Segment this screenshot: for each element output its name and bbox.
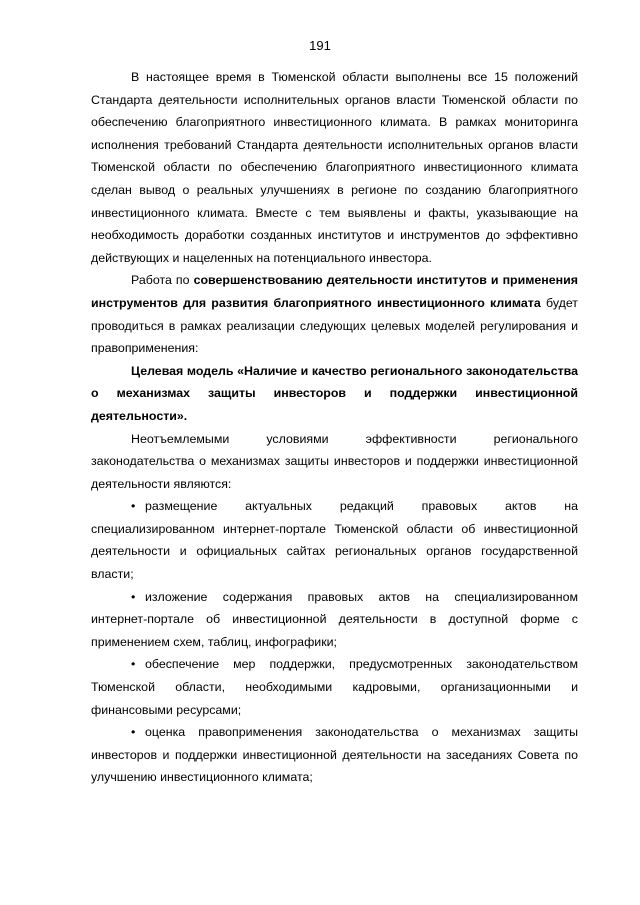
paragraph-current-status: В настоящее время в Тюменской области выполнены все 15 положений Стандарта деятельности исполнительных органов власти Тюменской области по обеспечению благоприятного инвестиционного климата. В рамках мониторинга исполнения требований Стандарта деятельности исполнительных органов власти Тюменской области по обеспечению благоприятного инвестиционного климата сделан вывод о реальных улучшениях в регионе по созданию благоприятного инвестиционного климата. Вместе с тем выявлены и факты, указывающие на необходимость доработки созданных институтов и инструментов до эффективно действующих и нацеленных на потенциального инвестора.: [91, 70, 578, 265]
page-number: 191: [309, 38, 331, 53]
bullet-item: [91, 721, 578, 789]
bullet-text: обеспечение мер поддержки, предусмотренных законодательством Тюменской области, необходимыми кадровыми, организационными и финансовыми ресурсами;: [91, 657, 578, 717]
bullet-text: размещение актуальных редакций правовых актов на специализированном интернет-портале Тюменской области об инвестиционной деятельности и официальных сайтах региональных органов государственной власти;: [91, 499, 578, 582]
bullet-marker: •: [131, 499, 136, 514]
bullet-text: изложение содержания правовых актов на специализированном интернет-портале об инвестиционной деятельности в доступной форме с применением схем, таблиц, инфографики;: [91, 589, 578, 649]
bullet-item: [91, 653, 578, 721]
paragraph-work-plan-lead: Работа по: [131, 273, 194, 288]
bullet-marker: •: [131, 589, 136, 604]
bullet-item: [91, 495, 578, 585]
paragraph-work-plan: [91, 269, 578, 359]
target-model-heading: Целевая модель «Наличие и качество регионального законодательства о механизмах защиты инвесторов и поддержки инвестиционной деятельности».: [91, 363, 578, 423]
bullet-text: оценка правоприменения законодательства о механизмах защиты инвесторов и поддержки инвестиционной деятельности на заседаниях Совета по улучшению инвестиционного климата;: [91, 725, 578, 785]
document-body: [91, 66, 578, 789]
paragraph-work-plan-emphasis: совершенствованию деятельности институтов и применения инструментов для развития благоприятного инвестиционного климата: [91, 273, 579, 310]
paragraph-conditions-intro: Неотъемлемыми условиями эффективности регионального законодательства о механизмах защиты инвесторов и поддержки инвестиционной деятельности являются:: [91, 431, 578, 491]
bullet-marker: •: [131, 657, 136, 672]
paragraph-work-plan-tail: будет проводиться в рамках реализации следующих целевых моделей регулирования и правоприменения:: [91, 295, 578, 356]
bullet-item: [91, 586, 578, 654]
bullet-marker: •: [131, 725, 136, 740]
